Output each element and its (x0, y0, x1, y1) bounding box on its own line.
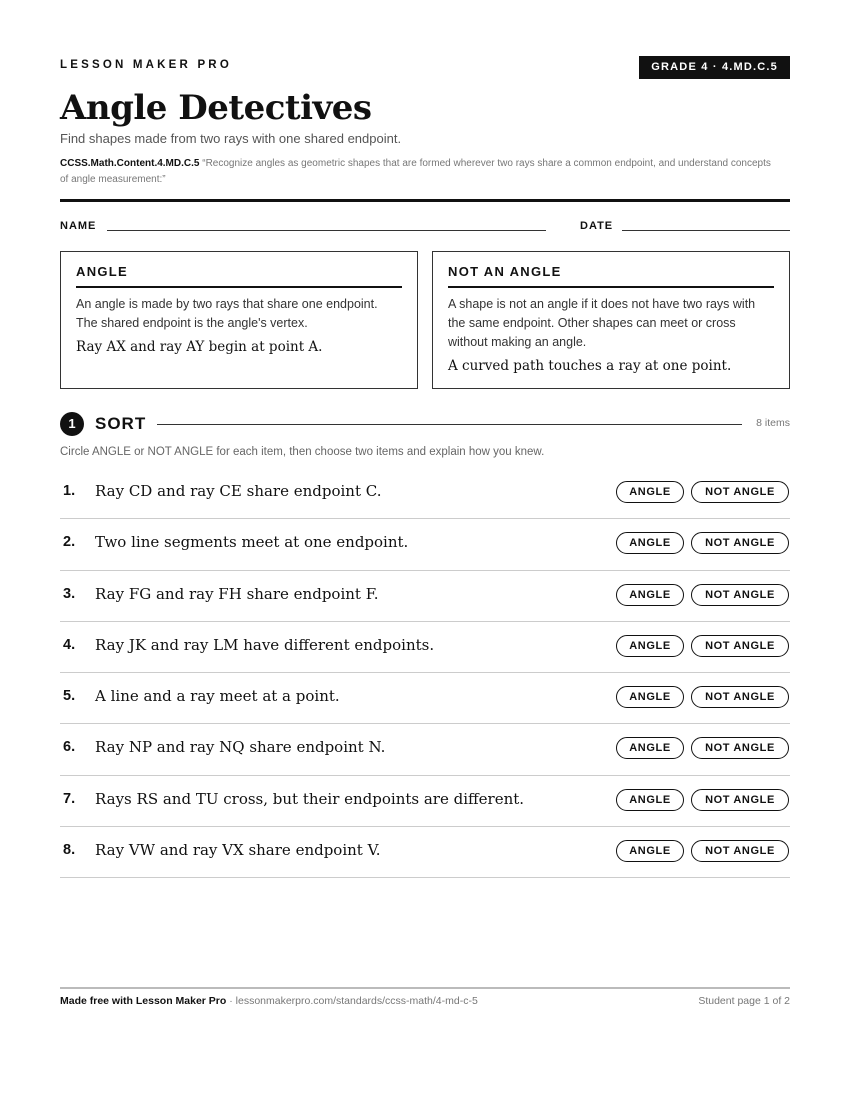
angle-choice-button[interactable]: ANGLE (616, 840, 684, 862)
item-text: Ray VW and ray VX share endpoint V. (95, 841, 381, 860)
angle-definition-card (60, 251, 418, 389)
grade-badge: GRADE 4 · 4.MD.C.5 (639, 56, 790, 79)
standard-reference (60, 156, 780, 188)
not-angle-choice-button[interactable]: NOT ANGLE (691, 686, 789, 708)
angle-choice-button[interactable]: ANGLE (616, 532, 684, 554)
angle-choice-button[interactable]: ANGLE (616, 635, 684, 657)
page-subtitle: Find shapes made from two rays with one shared endpoint. (60, 131, 402, 146)
angle-choice-button[interactable]: ANGLE (616, 789, 684, 811)
angle-choice-button[interactable]: ANGLE (616, 686, 684, 708)
not-angle-choice-button[interactable]: NOT ANGLE (691, 789, 789, 811)
item-number: 6. (63, 739, 76, 756)
list-item (60, 776, 790, 827)
date-field[interactable] (622, 230, 790, 231)
standard-text: “Recognize angles as geometric shapes that are formed wherever two rays share a common endpoint, and understand concepts of angle measurement:” (60, 158, 771, 185)
card-heading: NOT AN ANGLE (448, 264, 774, 288)
item-number: 1. (63, 483, 76, 499)
angle-choice-button[interactable]: ANGLE (616, 481, 684, 503)
standard-code: CCSS.Math.Content.4.MD.C.5 (60, 158, 200, 169)
angle-choice-button[interactable]: ANGLE (616, 737, 684, 759)
item-number: 4. (63, 636, 76, 653)
list-item (60, 673, 790, 724)
list-item (60, 724, 790, 775)
item-number: 5. (63, 688, 76, 705)
item-text: Ray JK and ray LM have different endpoints. (95, 635, 435, 654)
item-text: Rays RS and TU cross, but their endpoints are different. (95, 789, 525, 808)
footer-divider (60, 987, 790, 989)
section-divider (157, 424, 742, 425)
list-item (60, 571, 790, 622)
card-example: Ray AX and ray AY begin at point A. (76, 339, 323, 355)
card-example: A curved path touches a ray at one point. (448, 358, 732, 374)
list-item (60, 827, 790, 878)
name-field[interactable] (107, 230, 546, 231)
not-angle-definition-card (432, 251, 790, 389)
item-number: 3. (63, 585, 76, 602)
name-date-row (60, 219, 790, 235)
footer-url: · lessonmakerpro.com/standards/ccss-math/4-md-c-5 (226, 995, 478, 1007)
section-instructions: Circle ANGLE or NOT ANGLE for each item, then choose two items and explain how you knew. (60, 446, 545, 458)
brand-name: LESSON MAKER PRO (60, 59, 232, 71)
section-number-badge: 1 (60, 412, 84, 436)
section-header (60, 412, 790, 436)
angle-choice-button[interactable]: ANGLE (616, 584, 684, 606)
item-text: A line and a ray meet at a point. (95, 687, 340, 706)
item-number: 2. (63, 534, 76, 551)
item-count: 8 items (756, 417, 790, 429)
top-bar (60, 56, 790, 80)
item-number: 8. (63, 842, 76, 859)
section-title: SORT (95, 414, 147, 433)
card-body: An angle is made by two rays that share one endpoint. The shared endpoint is the angle's vertex. (76, 297, 378, 330)
header-divider (60, 199, 790, 202)
page-footer (60, 995, 790, 1007)
page-title: Angle Detectives (60, 88, 372, 128)
list-item (60, 519, 790, 570)
item-text: Ray FG and ray FH share endpoint F. (95, 584, 379, 603)
not-angle-choice-button[interactable]: NOT ANGLE (691, 737, 789, 759)
item-text: Ray CD and ray CE share endpoint C. (95, 482, 382, 500)
card-heading: ANGLE (76, 264, 402, 288)
item-text: Ray NP and ray NQ share endpoint N. (95, 738, 386, 757)
not-angle-choice-button[interactable]: NOT ANGLE (691, 584, 789, 606)
list-item (60, 622, 790, 673)
sort-items-list (60, 468, 790, 878)
not-angle-choice-button[interactable]: NOT ANGLE (691, 635, 789, 657)
not-angle-choice-button[interactable]: NOT ANGLE (691, 840, 789, 862)
not-angle-choice-button[interactable]: NOT ANGLE (691, 481, 789, 503)
not-angle-choice-button[interactable]: NOT ANGLE (691, 532, 789, 554)
item-number: 7. (63, 790, 76, 807)
item-text: Two line segments meet at one endpoint. (95, 533, 409, 552)
list-item (60, 468, 790, 519)
name-label: NAME (60, 220, 97, 232)
card-body: A shape is not an angle if it does not have two rays with the same endpoint. Other shapes can meet or cross without making an angle. (448, 297, 756, 349)
made-with-credit: Made free with Lesson Maker Pro (60, 995, 227, 1007)
date-label: DATE (580, 220, 614, 232)
page-number: Student page 1 of 2 (698, 995, 790, 1007)
